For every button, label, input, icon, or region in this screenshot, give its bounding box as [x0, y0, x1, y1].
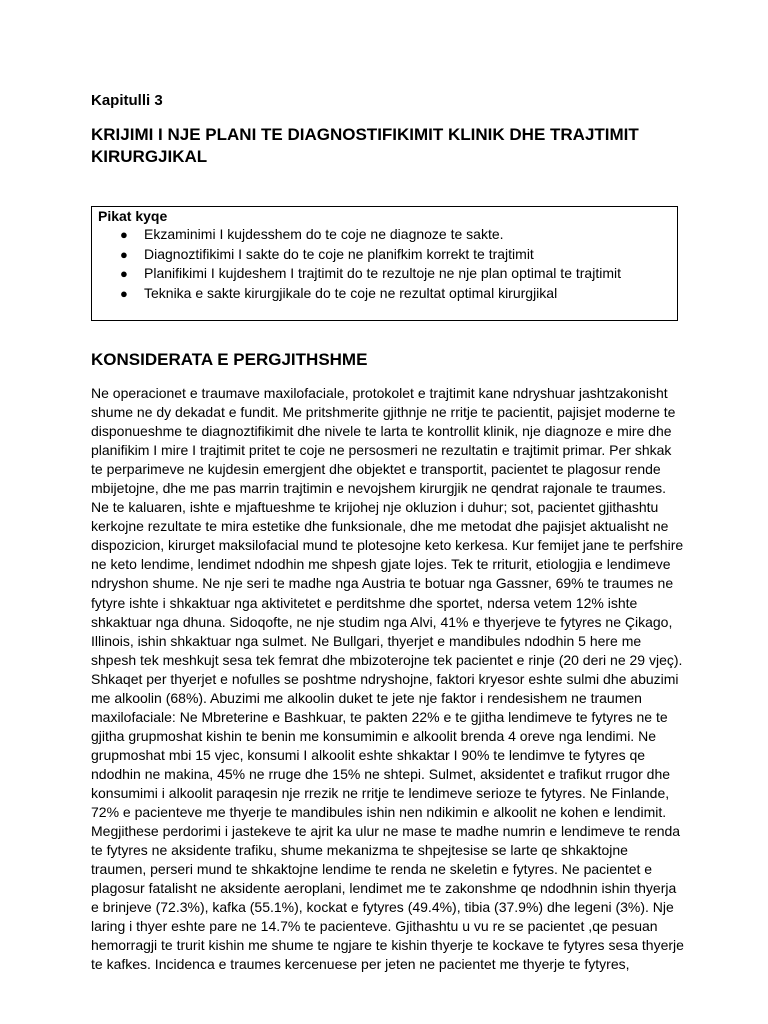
key-points-heading: Pikat kyqe	[98, 208, 168, 224]
text-line: ndryshon shume. Ne nje seri te madhe nga Austria te botuar nga Gassner, 69% te traumes ne	[91, 575, 674, 592]
list-item-text: Planifikimi I kujdeshem I trajtimit do te rezultoje ne nje plan optimal te trajtimit	[144, 265, 621, 281]
key-points-box	[91, 206, 678, 321]
text-line: ndodhin ne makina, 45% ne rruge dhe 15% ne shtepi. Sulmet, aksidentet e trafikut rrugor dhe	[91, 765, 671, 782]
text-line: shkaktuar nga dhuna. Sidoqofte, ne nje studim nga Alvi, 41% e thyerjeve te fytyres ne Çikago,	[91, 613, 673, 630]
text-line: fytyre ishte i shkaktuar nga aktivitetet e perditshme dhe sportet, ndersa vetem 12% ishte	[91, 594, 638, 611]
page-title: KRIJIMI I NJE PLANI TE DIAGNOSTIFIKIMIT KLINIK DHE TRAJTIMIT KIRURGJIKAL	[91, 125, 639, 166]
text-line: gjitha grupmoshat kishin te benin me konsumimin e alkoolit brenda 4 oreve nga lendimi. Ne	[91, 727, 656, 744]
text-line: plagosur fatalisht ne aksidente aeroplani, lendimet me te zakonshme qe ndodhnin ishin thyerja	[91, 880, 677, 897]
text-line: 72% e pacienteve me thyerje te mandibules ishin nen ndikimin e alkoolit ne kohen e lendimit.	[91, 804, 667, 821]
text-line: hemorragji te trurit kishin me shume te ngjare te kishin thyerje te kockave te fytyres sesa thyerje	[91, 937, 684, 954]
list-item	[92, 264, 621, 284]
list-item	[92, 245, 621, 265]
text-line: laring i thyer eshte pare ne 14.7% te pacienteve. Gjithashtu u vu re se pacientet ,qe pesuan	[91, 918, 658, 935]
bullet-icon: ●	[120, 266, 128, 281]
list-item-text: Ekzaminimi I kujdesshem do te coje ne diagnoze te sakte.	[144, 226, 504, 242]
chapter-label: Kapitulli 3	[91, 92, 163, 109]
text-line: shpesh tek meshkujt sesa tek femrat dhe mbizoterojne tek pacientet e rinje (20 deri ne 29 vjeç).	[91, 651, 683, 668]
text-line: planifikim I mire I trajtimit pritet te coje ne persosmeri ne rezultatin e trajtimit primar. Per shkak	[91, 442, 672, 459]
text-line: te kafkes. Incidenca e traumes kercenuese per jeten ne pacientet me thyerje te fytyres,	[91, 956, 630, 973]
text-line: konsumimi i alkoolit paraqesin nje rrezik ne rritje te lendimeve serioze te fytyres. Ne Finlande,	[91, 784, 670, 801]
bullet-icon: ●	[120, 285, 128, 301]
list-item	[92, 225, 621, 245]
text-line: kerkojne rezultate te mira estetike dhe funksionale, dhe me metodat dhe pajisjet aktualisht ne	[91, 518, 669, 535]
text-line: Ne te kaluaren, ishte e mjaftueshme te krijohej nje okluzion i duhur; sot, pacientet gjithashtu	[91, 499, 659, 516]
text-line: te fytyres ne aksidente trafiku, shume mekanizma te shpejtesise se larte qe shkaktojne	[91, 842, 628, 859]
key-points-list	[92, 225, 621, 303]
text-line: te perparimeve ne kujdesin emergjent dhe objektet e transportit, pacientet te plagosur rende	[91, 461, 661, 478]
text-line: mbijetojne, dhe me pas marrin trajtimin e nevojshem kirurgjik ne qendrat rajonale te traumes.	[91, 480, 667, 497]
text-line: Shkaqet per thyerjet e nofulles se poshtme ndryshojne, faktori kryesor eshte sulmi dhe abuzimi	[91, 670, 679, 687]
text-line: Ne operacionet e traumave maxilofaciale, protokolet e trajtimit kane ndryshuar jashtzakonisht	[91, 385, 668, 401]
body-paragraph	[91, 384, 691, 974]
section-heading: KONSIDERATA E PERGJITHSHME	[91, 350, 368, 369]
text-line: Illinois, ishin shkaktuar nga sulmet. Ne Bullgari, thyerjet e mandibules ndodhin 5 here me	[91, 632, 642, 649]
text-line: disponueshme te diagnoztifikimit dhe nivele te larta te kontrollit klinik, nje diagnoze e mire dhe	[91, 423, 672, 440]
text-line: shume ne dy dekadat e fundit. Me pritshmerite gjithnje ne rritje te pacientit, pajisjet moderne te	[91, 404, 676, 421]
text-line: me alkoolin (68%). Abuzimi me alkoolin duket te jete nje faktor i rendesishem ne traumen	[91, 689, 642, 706]
text-line: maxilofaciale: Ne Mbreterine e Bashkuar, te pakten 22% e te gjitha lendimeve te fytyres ne te	[91, 708, 668, 725]
text-line: grupmoshat mbi 15 vjec, konsumi I alkoolit eshte shkaktar I 90% te lendimve te fytyres qe	[91, 746, 646, 763]
text-line: dispozicion, kirurget maksilofacial mund te plotesojne keto kerkesa. Kur femijet jane te perfshire	[91, 537, 684, 554]
text-line: ne keto lendime, lendimet ndodhin me shpesh gjate lojes. Tek te rriturit, etiologjia e lendimeve	[91, 556, 671, 573]
text-line: Megjithese perdorimi i jastekeve te ajrit ka ulur ne mase te madhe numrin e lendimeve te renda	[91, 823, 681, 840]
text-line: e brinjeve (72.3%), kafka (55.1%), kockat e fytyres (49.4%), tibia (37.9%) dhe legeni (3%). Nje	[91, 899, 674, 916]
bullet-icon: ●	[120, 227, 128, 242]
list-item-text: Teknika e sakte kirurgjikale do te coje ne rezultat optimal kirurgjikal	[144, 284, 558, 301]
bullet-icon: ●	[120, 246, 128, 262]
text-line: traumen, perseri mund te shkaktojne lendime te renda ne skeletin e fytyres. Ne pacientet e	[91, 861, 653, 878]
list-item	[92, 284, 621, 304]
list-item-text: Diagnoztifikimi I sakte do te coje ne planifkim korrekt te trajtimit	[144, 245, 534, 262]
